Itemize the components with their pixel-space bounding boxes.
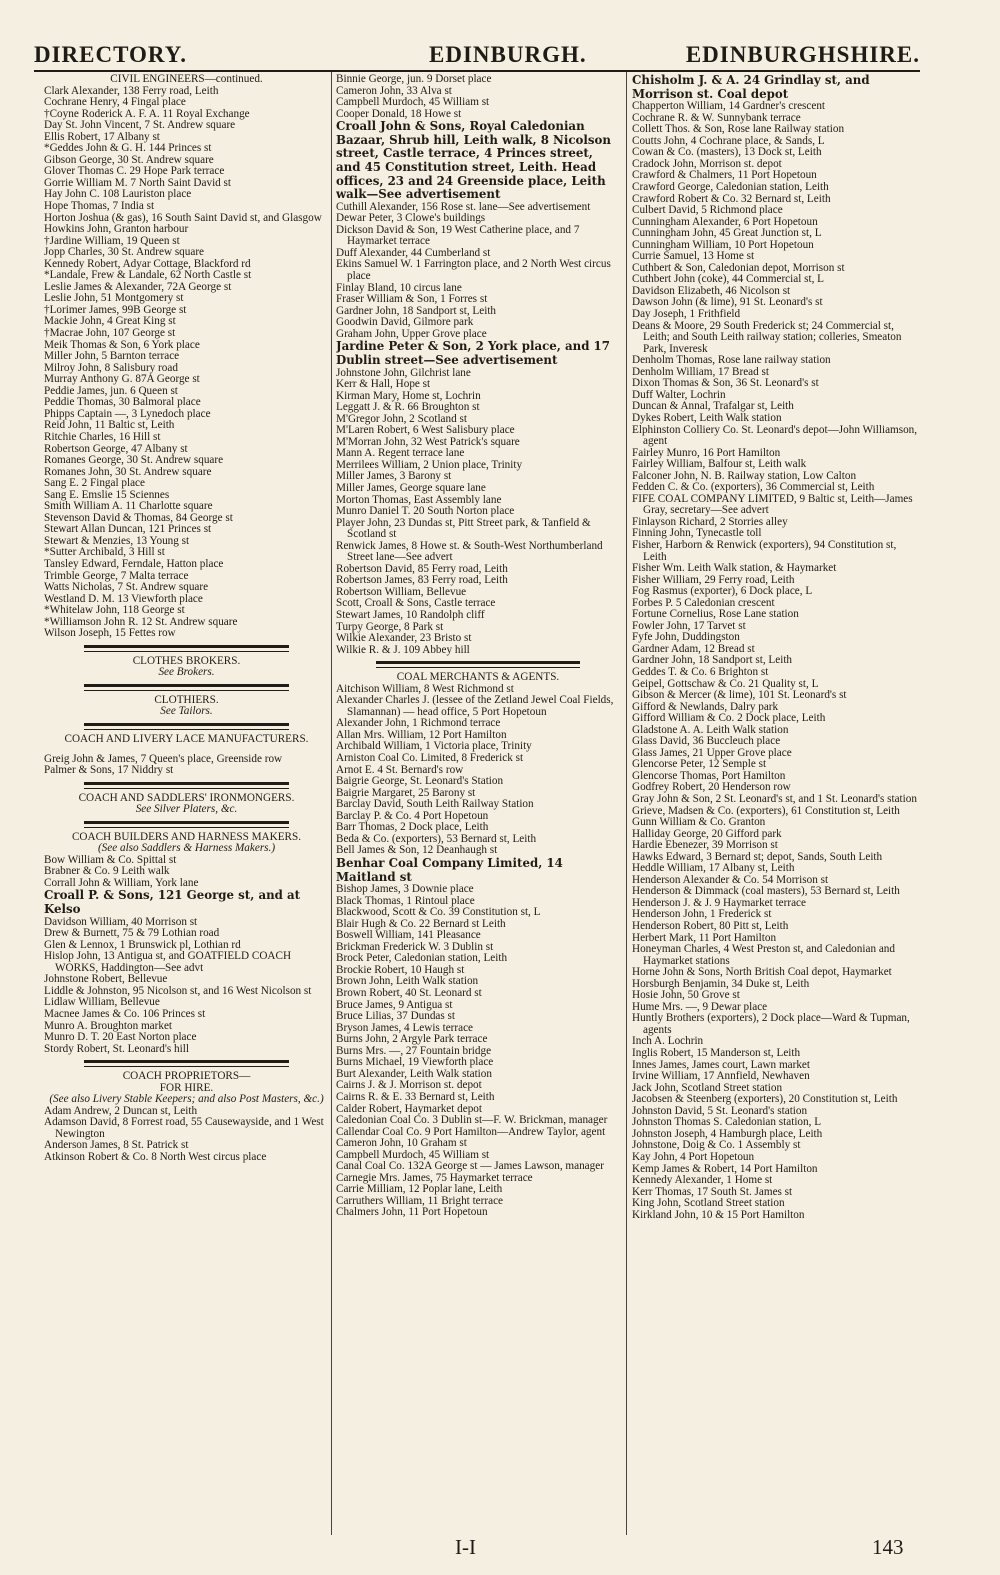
directory-entry: Gifford & Newlands, Dalry park [632, 700, 779, 713]
directory-entry: Boswell William, 141 Pleasance [336, 929, 481, 942]
directory-entry: Campbell Murdoch, 45 William st [336, 1148, 490, 1161]
directory-entry: Miller James, 3 Barony st [336, 470, 452, 483]
directory-entry: Atkinson Robert & Co. 8 North West circus place [44, 1151, 267, 1164]
directory-entry: Renwick James, 8 Howe st. & South-West Northumberland Street lane—See advert [336, 539, 603, 564]
directory-entry: Bow William & Co. Spittal st [44, 853, 177, 866]
section-separator [44, 718, 329, 734]
directory-entry: Greig John & James, 7 Queen's place, Greenside row [44, 752, 283, 765]
section-heading: COACH PROPRIETORS— [122, 1070, 251, 1083]
directory-entry: Kennedy Robert, Adyar Cottage, Blackford rd [44, 257, 251, 270]
directory-entry: Irvine William, 17 Annfield, Newhaven [632, 1070, 810, 1083]
directory-entry: Smith William A. 11 Charlotte square [44, 500, 213, 513]
directory-entry: Coutts John, 4 Cochrane place, & Sands, L [632, 134, 825, 147]
directory-entry: Glover Thomas C. 29 Hope Park terrace [44, 165, 225, 178]
directory-entry: Herbert Mark, 11 Port Hamilton [632, 931, 777, 944]
directory-entry: Stewart & Menzies, 13 Young st [44, 534, 190, 547]
directory-entry: Stevenson David & Thomas, 84 George st [44, 511, 233, 524]
directory-entry: Alexander John, 1 Richmond terrace [336, 717, 501, 730]
section-separator [336, 656, 620, 672]
directory-entry: Arnot E. 4 St. Bernard's row [336, 763, 464, 776]
section-heading: CLOTHIERS. [154, 693, 219, 706]
directory-entry: Carrie Milliam, 12 Poplar lane, Leith [336, 1183, 503, 1196]
directory-entry: *Landale, Frew & Landale, 62 North Castle st [44, 269, 252, 282]
section-separator [44, 679, 329, 695]
section-heading: COACH BUILDERS AND HARNESS MAKERS. [71, 830, 302, 843]
directory-entry: Player John, 23 Dundas st, Pitt Street park, & Tanfield & Scotland st [336, 516, 591, 541]
directory-entry: Kerr & Hall, Hope st [336, 378, 431, 391]
directory-entry: Adam Andrew, 2 Duncan st, Leith [44, 1104, 198, 1117]
directory-entry: Archibald William, 1 Victoria place, Trinity [336, 740, 532, 753]
directory-entry: Geipel, Gottschaw & Co. 21 Quality st, L [632, 677, 819, 690]
directory-entry: Goodwin David, Gilmore park [336, 316, 474, 329]
directory-entry: Cunningham John, 45 Great Junction st, L [632, 227, 822, 240]
directory-entry: Horne John & Sons, North British Coal depot, Haymarket [632, 966, 892, 979]
directory-entry: Cairns R. & E. 33 Bernard st, Leith [336, 1090, 495, 1103]
directory-entry: Cooper Donald, 18 Howe st [336, 107, 462, 120]
directory-entry: Gardner John, 18 Sandport st, Leith [632, 654, 793, 667]
directory-entry: Liddle & Johnston, 95 Nicolson st, and 16 West Nicolson st [44, 984, 312, 997]
directory-entry: Huntly Brothers (exporters), 2 Dock place—Ward & Tupman, agents [632, 1012, 910, 1036]
bold-entry: Chisholm J. & A. 24 Grindlay st, and Morrison st. Coal depot [632, 74, 870, 101]
directory-entry: Fowler John, 17 Tarvet st [632, 619, 746, 632]
directory-entry: Cuthill Alexander, 156 Rose st. lane—See advertisement [336, 200, 591, 213]
directory-entry: Crawford Robert & Co. 32 Bernard st, Leith [632, 192, 831, 205]
directory-entry: Hosie John, 50 Grove st [632, 989, 740, 1002]
directory-entry: Cameron John, 33 Alva st [336, 84, 452, 97]
section-heading: CLOTHES BROKERS. [132, 654, 241, 667]
directory-entry: Fraser William & Son, 1 Forres st [336, 293, 488, 306]
directory-entry: †Lorimer James, 99B George st [44, 303, 187, 316]
directory-entry: Scott, Croall & Sons, Castle terrace [336, 597, 496, 610]
directory-entry: Murray Anthony G. 87A George st [44, 373, 200, 386]
directory-entry: Robertson William, Bellevue [336, 585, 467, 598]
directory-entry: Kay John, 4 Port Hopetoun [632, 1150, 755, 1163]
directory-entry: Drew & Burnett, 75 & 79 Lothian road [44, 927, 220, 940]
directory-entry: *Whitelaw John, 118 George st [44, 604, 185, 617]
directory-entry: Lidlaw William, Bellevue [44, 996, 160, 1009]
directory-entry: Robertson James, 83 Ferry road, Leith [336, 574, 508, 587]
directory-entry: Johnstone John, Gilchrist lane [336, 366, 471, 379]
directory-entry: Wilson Joseph, 15 Fettes row [44, 627, 176, 640]
directory-entry: Chalmers John, 11 Port Hopetoun [336, 1206, 488, 1219]
section-separator [44, 777, 329, 793]
directory-entry: Burns Mrs. —, 27 Fountain bridge [336, 1044, 492, 1057]
directory-entry: Leslie James & Alexander, 72A George st [44, 280, 232, 293]
directory-entry: Ellis Robert, 17 Albany st [44, 130, 160, 143]
directory-entry: Inglis Robert, 15 Manderson st, Leith [632, 1047, 801, 1060]
directory-entry: Cunningham Alexander, 6 Port Hopetoun [632, 215, 818, 228]
directory-entry: Geddes T. & Co. 6 Brighton st [632, 665, 769, 678]
directory-entry: *Williamson John R. 12 St. Andrew square [44, 615, 238, 628]
see-reference: (See also Livery Stable Keepers; and also Post Masters, &c.) [49, 1093, 324, 1106]
directory-entry: Cunningham William, 10 Port Hopetoun [632, 238, 814, 251]
directory-entry: Culbert David, 5 Richmond place [632, 204, 783, 217]
column-3 [632, 74, 922, 1535]
see-reference: See Silver Platers, &c. [135, 803, 238, 816]
directory-entry: Brock Peter, Caledonian station, Leith [336, 952, 508, 965]
directory-entry: Kemp James & Robert, 14 Port Hamilton [632, 1162, 818, 1175]
directory-entry: Kirman Mary, Home st, Lochrin [336, 389, 481, 402]
section-heading: COACH AND SADDLERS' IRONMONGERS. [78, 791, 295, 804]
directory-entry: Cairns J. & J. Morrison st. depot [336, 1079, 482, 1092]
bold-entry: Croall John & Sons, Royal Caledonian Bazaar, Shrub hill, Leith walk, 8 Nicolson street, Castle terrace, 4 Princes street, and 45 Constitution street, Leith. Head offices, 23 and 24 Greenside place, Leith walk—See advertisement [336, 119, 611, 202]
directory-entry: Miller James, George square lane [336, 481, 486, 494]
directory-entry: Johnstone, Doig & Co. 1 Assembly st [632, 1139, 801, 1152]
directory-entry: Munro A. Broughton market [44, 1019, 173, 1032]
directory-entry: Baigrie Margaret, 25 Barony st [336, 786, 476, 799]
directory-entry: †Jardine William, 19 Queen st [44, 234, 180, 247]
directory-entry: Cuthbert & Son, Caledonian depot, Morrison st [632, 261, 845, 274]
directory-entry: Kennedy Alexander, 1 Home st [632, 1174, 773, 1187]
directory-entry: Gardner Adam, 12 Bread st [632, 642, 755, 655]
directory-entry: Deans & Moore, 29 South Frederick st; 24 Commercial st, Leith; and South Leith railway station; colleries, Smeaton Park, Inveresk [632, 319, 902, 355]
directory-entry: Collett Thos. & Son, Rose lane Railway station [632, 123, 845, 136]
bold-entry: Jardine Peter & Son, 2 York place, and 17 Dublin street—See advertisement [336, 339, 610, 367]
directory-entry: Beda & Co. (exporters), 53 Bernard st, Leith [336, 832, 537, 845]
directory-entry: *Geddes John & G. H. 144 Princes st [44, 142, 212, 155]
see-reference: (See also Saddlers & Harness Makers.) [97, 842, 276, 855]
directory-entry: FIFE COAL COMPANY LIMITED, 9 Baltic st, Leith—James Gray, secretary—See advert [632, 492, 913, 517]
directory-entry: Duff Walter, Lochrin [632, 388, 726, 401]
directory-entry: Gorrie William M. 7 North Saint David st [44, 176, 232, 189]
directory-entry: Mann A. Regent terrace lane [336, 447, 465, 460]
directory-entry: Johnston Thomas S. Caledonian station, L [632, 1116, 822, 1129]
directory-entry: Barr Thomas, 2 Dock place, Leith [336, 821, 489, 834]
directory-entry: Godfrey Robert, 20 Henderson row [632, 781, 791, 794]
directory-entry: Hardie Ebenezer, 39 Morrison st [632, 839, 778, 852]
directory-entry: Bruce James, 9 Antigua st [336, 998, 453, 1011]
directory-entry: Davidson William, 40 Morrison st [44, 915, 198, 928]
section-heading: FOR HIRE. [159, 1081, 214, 1094]
directory-entry: Glencorse Thomas, Port Hamilton [632, 769, 786, 782]
directory-entry: Horton Joshua (& gas), 16 South Saint David st, and Glasgow [44, 211, 322, 224]
directory-entry: M'Morran John, 32 West Patrick's square [336, 435, 520, 448]
directory-entry: Gray John & Son, 2 St. Leonard's st, and 1 St. Leonard's station [632, 793, 917, 805]
directory-entry: Currie Samuel, 13 Home st [632, 250, 755, 263]
directory-entry: Jopp Charles, 30 St. Andrew square [44, 246, 205, 259]
directory-entry: Fairley Munro, 16 Port Hamilton [632, 446, 781, 459]
directory-entry: Kerr Thomas, 17 South St. James st [632, 1185, 793, 1198]
directory-entry: Henderson Alexander & Co. 54 Morrison st [632, 873, 829, 886]
directory-entry: Hay John C. 108 Lauriston place [44, 188, 192, 201]
directory-entry: *Sutter Archibald, 3 Hill st [44, 546, 165, 559]
directory-entry: Denholm Thomas, Rose lane railway station [632, 354, 831, 367]
directory-entry: Fyfe John, Duddingston [632, 631, 740, 644]
directory-entry: Palmer & Sons, 17 Niddry st [44, 764, 174, 777]
directory-entry: Gunn William & Co. Granton [632, 816, 766, 829]
directory-entry: Johnstone Robert, Bellevue [44, 973, 168, 986]
section-heading: COACH AND LIVERY LACE MANUFACTURERS. [64, 732, 309, 745]
directory-entry: Hope Thomas, 7 India st [44, 200, 155, 213]
directory-entry: Ekins Samuel W. 1 Farrington place, and 2 North West circus place [336, 258, 611, 283]
directory-entry: Glass David, 36 Buccleuch place [632, 735, 781, 748]
directory-entry: Bryson James, 4 Lewis terrace [336, 1021, 474, 1034]
directory-entry: Romanes John, 30 St. Andrew square [44, 465, 212, 478]
directory-entry: Miller John, 5 Barnton terrace [44, 350, 180, 363]
directory-entry: Day Joseph, 1 Frithfield [632, 308, 741, 321]
directory-entry: Barclay David, South Leith Railway Station [336, 798, 534, 811]
directory-entry: Calder Robert, Haymarket depot [336, 1102, 483, 1115]
directory-entry: Binnie George, jun. 9 Dorset place [336, 74, 492, 85]
directory-entry: Burns Michael, 19 Viewforth place [336, 1056, 494, 1069]
directory-entry: Halliday George, 20 Gifford park [632, 827, 782, 840]
directory-entry: Finlay Bland, 10 circus lane [336, 281, 462, 294]
directory-entry: Wilkie Alexander, 23 Bristo st [336, 632, 472, 645]
directory-entry: Trimble George, 7 Malta terrace [44, 569, 189, 582]
directory-entry: Watts Nicholas, 7 St. Andrew square [44, 581, 209, 594]
section-separator [44, 640, 329, 656]
header-left: DIRECTORY. [34, 42, 187, 67]
header-rule [34, 70, 920, 72]
signature-mark: I-I [455, 1535, 476, 1559]
directory-entry: Innes James, James court, Lawn market [632, 1058, 811, 1071]
directory-entry: Honeyman Charles, 4 West Preston st, and Caledonian and Haymarket stations [632, 943, 895, 967]
directory-entry: Brown John, Leith Walk station [336, 975, 479, 988]
page-number: 143 [872, 1535, 904, 1559]
directory-entry: Jacobsen & Steenberg (exporters), 20 Constitution st, Leith [632, 1093, 898, 1106]
directory-entry: Stordy Robert, St. Leonard's hill [44, 1042, 189, 1055]
directory-entry: Johnston Joseph, 4 Hamburgh place, Leith [632, 1127, 823, 1140]
directory-entry: Carnegie Mrs. James, 75 Haymarket terrace [336, 1171, 533, 1184]
directory-entry: Reid John, 11 Baltic st, Leith [44, 419, 175, 432]
directory-entry: Bishop James, 3 Downie place [336, 883, 474, 896]
directory-entry: Campbell Murdoch, 45 William st [336, 96, 490, 109]
directory-entry: Gifford William & Co. 2 Dock place, Leith [632, 712, 826, 725]
directory-entry: Chapperton William, 14 Gardner's crescent [632, 100, 826, 113]
directory-entry: Robertson David, 85 Ferry road, Leith [336, 562, 508, 575]
directory-entry: Dawson John (& lime), 91 St. Leonard's st [632, 296, 823, 309]
section-heading: COAL MERCHANTS & AGENTS. [396, 671, 560, 684]
directory-entry: M'Laren Robert, 6 West Salisbury place [336, 424, 515, 437]
directory-entry: Leggatt J. & R. 66 Broughton st [336, 401, 480, 414]
directory-entry: Munro Daniel T. 20 South Norton place [336, 505, 515, 518]
column-2 [336, 74, 620, 1535]
directory-entry: Wilkie R. & J. 109 Abbey hill [336, 643, 470, 656]
directory-entry: Fog Rasmus (exporter), 6 Dock place, L [632, 585, 813, 598]
directory-entry: †Coyne Roderick A. F. A. 11 Royal Exchange [44, 107, 250, 120]
directory-entry: Day St. John Vincent, 7 St. Andrew square [44, 119, 236, 132]
directory-entry: Glencorse Peter, 12 Semple st [632, 758, 767, 771]
directory-entry: Cochrane R. & W. Sunnybank terrace [632, 111, 801, 124]
directory-entry: Macnee James & Co. 106 Princes st [44, 1008, 206, 1021]
directory-entry: Carruthers William, 11 Bright terrace [336, 1194, 503, 1207]
directory-entry: Burns John, 2 Argyle Park terrace [336, 1033, 488, 1046]
section-separator [44, 1055, 329, 1071]
directory-entry: Forbes P. 5 Caledonian crescent [632, 596, 775, 609]
section-heading: CIVIL ENGINEERS—continued. [110, 74, 263, 85]
directory-entry: Falconer John, N. B. Railway station, Low Calton [632, 469, 857, 482]
directory-entry: Brown Robert, 40 St. Leonard st [336, 987, 482, 1000]
directory-entry: Stewart James, 10 Randolph cliff [336, 608, 485, 621]
directory-entry: Peddie James, jun. 6 Queen st [44, 384, 178, 397]
directory-entry: Fairley William, Balfour st, Leith walk [632, 458, 807, 471]
directory-entry: Stewart Allan Duncan, 121 Princes st [44, 523, 212, 536]
directory-entry: Jack John, Scotland Street station [632, 1081, 783, 1094]
directory-entry: Phipps Captain —, 3 Lynedoch place [44, 407, 211, 420]
directory-entry: Alexander Charles J. (lessee of the Zetland Jewel Coal Fields, Slamannan) — head office, 5 Port Hopetoun [336, 694, 614, 718]
directory-entry: Anderson James, 8 St. Patrick st [44, 1139, 189, 1152]
directory-entry: Kirkland John, 10 & 15 Port Hamilton [632, 1208, 805, 1221]
directory-entry: Hawks Edward, 3 Bernard st; depot, Sands, South Leith [632, 850, 883, 863]
directory-entry: Henderson J. & J. 9 Haymarket terrace [632, 896, 806, 909]
directory-entry: Tansley Edward, Ferndale, Hatton place [44, 557, 224, 570]
directory-entry: Morton Thomas, East Assembly lane [336, 493, 502, 506]
directory-entry: Sang E. 2 Fingal place [44, 477, 145, 490]
directory-entry: Turpy George, 8 Park st [336, 620, 444, 633]
directory-entry: Peddie Thomas, 30 Balmoral place [44, 396, 201, 409]
directory-entry: Cowan & Co. (masters), 13 Dock st, Leith [632, 146, 822, 159]
directory-entry: Aitchison William, 8 West Richmond st [336, 682, 514, 695]
directory-entry: Crawford George, Caledonian station, Leith [632, 181, 829, 194]
directory-entry: Barclay P. & Co. 4 Port Hopetoun [336, 809, 489, 822]
directory-entry: Henderson & Dimmack (coal masters), 53 Bernard st, Leith [632, 885, 900, 898]
directory-entry: Blair Hugh & Co. 22 Bernard st Leith [336, 917, 506, 930]
directory-entry: Sang E. Emslie 15 Sciennes [44, 488, 170, 501]
see-reference: See Tailors. [160, 705, 213, 718]
directory-entry: Robertson George, 47 Albany st [44, 442, 188, 455]
directory-entry: Westland D. M. 13 Viewforth place [44, 592, 203, 605]
directory-entry: Cradock John, Morrison st. depot [632, 157, 782, 170]
directory-entry: Callendar Coal Co. 9 Port Hamilton—Andrew Taylor, agent [336, 1125, 606, 1138]
directory-entry: Fisher William, 29 Ferry road, Leith [632, 573, 795, 586]
directory-entry: Ritchie Charles, 16 Hill st [44, 430, 161, 443]
directory-entry: Mackie John, 4 Great King st [44, 315, 176, 328]
directory-entry: Dewar Peter, 3 Clowe's buildings [336, 212, 486, 225]
directory-entry: Hislop John, 13 Antigua st, and GOATFIELD COACH WORKS, Haddington—See advt [44, 950, 292, 974]
directory-entry: Howkins John, Granton harbour [44, 223, 189, 236]
directory-entry: Finning John, Tynecastle toll [632, 527, 762, 540]
directory-entry: Romanes George, 30 St. Andrew square [44, 454, 224, 467]
directory-entry: Glen & Lennox, 1 Brunswick pl, Lothian rd [44, 938, 241, 951]
directory-entry: Fedden C. & Co. (exporters), 36 Commercial st, Leith [632, 481, 875, 494]
directory-entry: Bell James & Son, 12 Deanhaugh st [336, 844, 498, 857]
column-divider [626, 72, 627, 1535]
directory-entry: Dykes Robert, Leith Walk station [632, 411, 782, 424]
directory-entry: Davidson Elizabeth, 46 Nicolson st [632, 284, 791, 297]
directory-entry: Dixon Thomas & Son, 36 St. Leonard's st [632, 377, 819, 390]
directory-entry: Johnston David, 5 St. Leonard's station [632, 1104, 808, 1117]
directory-entry: Inch A. Lochrin [632, 1035, 704, 1048]
directory-entry: Allan Mrs. William, 12 Port Hamilton [336, 728, 507, 741]
directory-entry: Clark Alexander, 138 Ferry road, Leith [44, 84, 219, 97]
directory-entry: Elphinston Colliery Co. St. Leonard's depot—John Williamson, agent [632, 423, 918, 448]
directory-entry: Baigrie George, St. Leonard's Station [336, 775, 504, 788]
directory-entry: Cameron John, 10 Graham st [336, 1137, 467, 1150]
directory-entry: Brabner & Co. 9 Leith walk [44, 865, 170, 878]
see-reference: See Brokers. [158, 666, 215, 679]
directory-entry: Blackwood, Scott & Co. 39 Constitution st, L [336, 906, 541, 919]
directory-entry: Denholm William, 17 Bread st [632, 365, 769, 378]
directory-entry: Duncan & Annal, Trafalgar st, Leith [632, 400, 794, 413]
directory-entry: Fisher Wm. Leith Walk station, & Haymarket [632, 562, 837, 575]
directory-entry: Heddle William, 17 Albany st, Leith [632, 862, 795, 875]
directory-entry: Black Thomas, 1 Rintoul place [336, 894, 475, 907]
directory-entry: Brickman Frederick W. 3 Dublin st [336, 940, 494, 953]
directory-entry: Caledonian Coal Co. 3 Dublin st—F. W. Brickman, manager [336, 1114, 608, 1127]
header-right: EDINBURGHSHIRE. [685, 42, 920, 67]
page-header [34, 42, 920, 70]
header-center: EDINBURGH. [429, 42, 587, 67]
directory-entry: Henderson John, 1 Frederick st [632, 908, 772, 921]
directory-entry: Gardner John, 18 Sandport st, Leith [336, 304, 497, 317]
bold-entry: Benhar Coal Company Limited, 14 Maitland st [336, 855, 563, 884]
bold-entry: Croall P. & Sons, 121 George st, and at Kelso [44, 888, 301, 917]
directory-entry: †Macrae John, 107 George st [44, 327, 176, 340]
directory-entry: Arniston Coal Co. Limited, 8 Frederick st [336, 752, 524, 764]
directory-entry: Bruce Lilias, 37 Dundas st [336, 1010, 456, 1023]
directory-entry: Henderson Robert, 80 Pitt st, Leith [632, 920, 789, 933]
directory-entry: Gibson & Mercer (& lime), 101 St. Leonard's st [632, 689, 847, 702]
directory-entry: Brockie Robert, 10 Haugh st [336, 963, 465, 976]
section-separator [44, 816, 329, 832]
directory-entry: Adamson David, 8 Forrest road, 55 Causewayside, and 1 West Newington [44, 1116, 324, 1140]
column-1 [44, 74, 329, 1535]
directory-entry: Dickson David & Son, 19 West Catherine place, and 7 Haymarket terrace [336, 223, 580, 248]
directory-entry: Leslie John, 51 Montgomery st [44, 292, 184, 305]
directory-entry: King John, Scotland Street station [632, 1197, 785, 1210]
directory-entry: Meik Thomas & Son, 6 York place [44, 338, 200, 351]
directory-entry: Horsburgh Benjamin, 34 Duke st, Leith [632, 977, 810, 990]
directory-entry: Duff Alexander, 44 Cumberland st [336, 246, 491, 259]
directory-entry: Fisher, Harborn & Renwick (exporters), 94 Constitution st, Leith [632, 538, 897, 563]
directory-entry: Gibson George, 30 St. Andrew square [44, 153, 214, 166]
directory-entry: Graham John, Upper Grove place [336, 327, 487, 340]
directory-entry: M'Gregor John, 2 Scotland st [336, 412, 467, 425]
directory-entry: Merrilees William, 2 Union place, Trinity [336, 458, 523, 471]
directory-entry: Cochrane Henry, 4 Fingal place [44, 96, 186, 109]
directory-entry: Gladstone A. A. Leith Walk station [632, 723, 789, 736]
directory-entry: Hume Mrs. —, 9 Dewar place [632, 1000, 768, 1013]
directory-entry: Cuthbert John (coke), 44 Commercial st, L [632, 273, 825, 286]
directory-entry: Milroy John, 8 Salisbury road [44, 361, 178, 374]
directory-entry: Burt Alexander, Leith Walk station [336, 1067, 492, 1080]
directory-entry: Munro D. T. 20 East Norton place [44, 1031, 197, 1044]
directory-entry: Fortune Cornelius, Rose Lane station [632, 608, 799, 621]
directory-entry: Glass James, 21 Upper Grove place [632, 746, 792, 759]
directory-entry: Finlayson Richard, 2 Storries alley [632, 515, 788, 528]
directory-entry: Grieve, Madsen & Co. (exporters), 61 Constitution st, Leith [632, 804, 900, 817]
directory-entry: Canal Coal Co. 132A George st — James Lawson, manager [336, 1160, 604, 1173]
directory-entry: Crawford & Chalmers, 11 Port Hopetoun [632, 169, 817, 182]
directory-entry: Corrall John & William, York lane [44, 876, 199, 889]
column-divider [331, 72, 332, 1535]
